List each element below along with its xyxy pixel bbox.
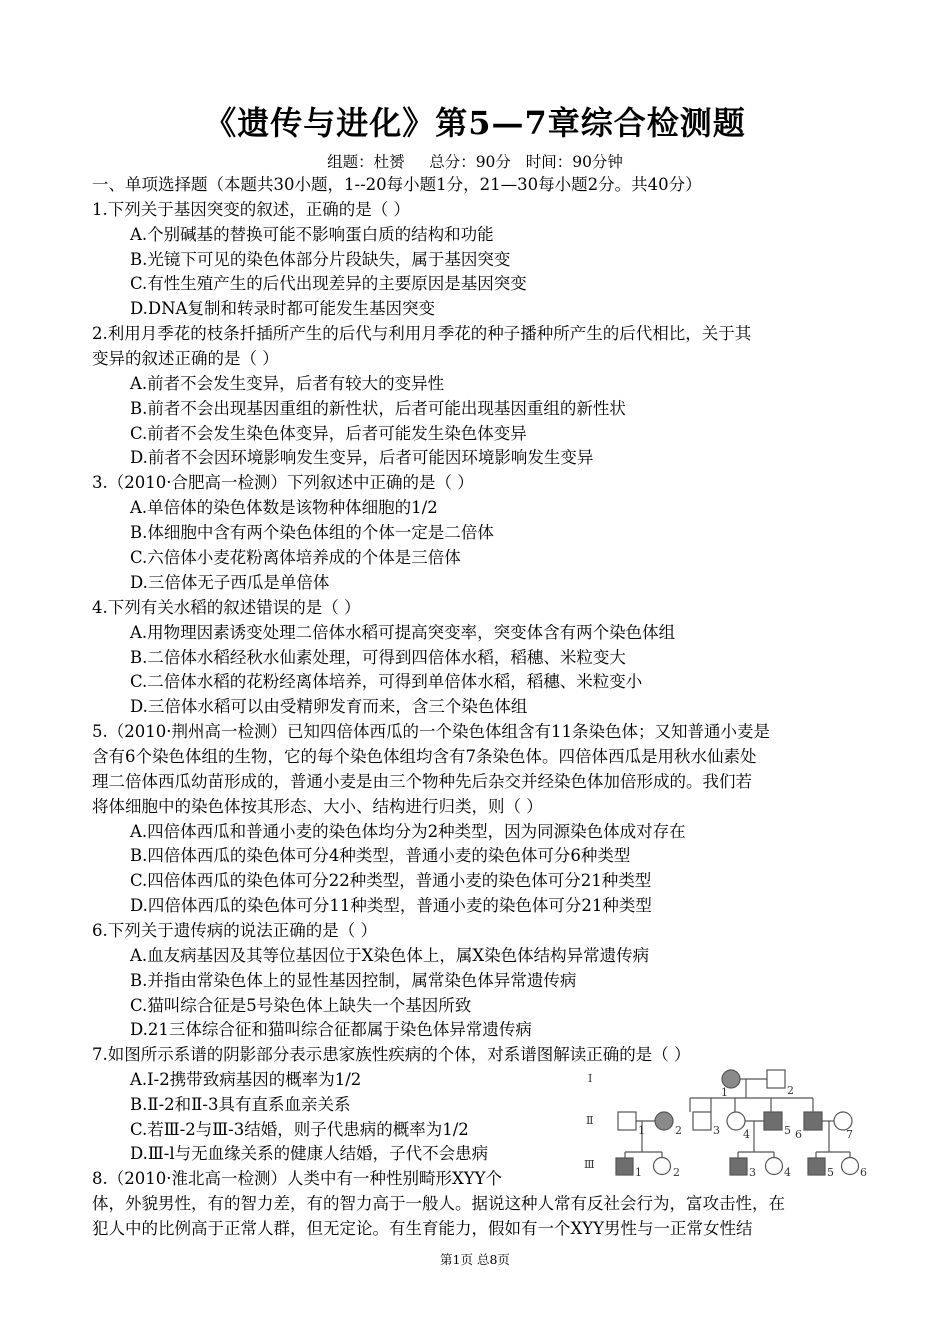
pedigree-female bbox=[654, 1158, 671, 1175]
option: D.21三体综合征和猫叫综合征都属于染色体异常遗传病 bbox=[130, 1020, 532, 1039]
section-heading: 一、单项选择题（本题共30小题，1--20每小题1分，21—30每小题2分。共40分） bbox=[92, 175, 702, 194]
option: D.三倍体无子西瓜是单倍体 bbox=[130, 573, 330, 592]
option: A.血友病基因及其等位基因位于X染色体上，属X染色体结构异常遗传病 bbox=[130, 946, 650, 965]
option: D.前者不会因环境影响发生变异，后者可能因环境影响发生变异 bbox=[130, 448, 594, 467]
option: C.前者不会发生染色体变异，后者可能发生染色体变异 bbox=[130, 424, 527, 443]
pedigree-male-affected bbox=[730, 1158, 747, 1175]
pedigree-male bbox=[693, 1112, 711, 1130]
individual-number: 4 bbox=[784, 1166, 791, 1178]
individual-number: 2 bbox=[673, 1166, 680, 1178]
pedigree-diagram bbox=[580, 1060, 870, 1178]
option: C.有性生殖产生的后代出现差异的主要原因是基因突变 bbox=[130, 274, 527, 293]
pedigree-female bbox=[842, 1158, 859, 1175]
page-subtitle: 组题：杜赟 总分：90分 时间：90分钟 bbox=[327, 153, 623, 171]
option: C.猫叫综合征是5号染色体上缺失一个基因所致 bbox=[130, 996, 472, 1015]
pedigree-female-affected bbox=[655, 1112, 673, 1130]
option: D.四倍体西瓜的染色体可分11种类型，普通小麦的染色体可分21种类型 bbox=[130, 896, 652, 915]
option: B.Ⅱ-2和Ⅱ-3具有直系血亲关系 bbox=[130, 1095, 351, 1114]
question-stem: 5.（2010·荆州高一检测）已知四倍体西瓜的一个染色体组含有11条染色体；又知普通小麦是 bbox=[92, 722, 770, 741]
option: D.三倍体水稻可以由受精卵发育而来，含三个染色体组 bbox=[130, 697, 528, 716]
question-stem: 8.（2010·淮北高一检测）人类中有一种性别畸形XYY个 bbox=[92, 1169, 503, 1188]
pedigree-male-affected bbox=[764, 1112, 782, 1130]
option: B.光镜下可见的染色体部分片段缺失，属于基因突变 bbox=[130, 250, 511, 269]
option: A.前者不会发生变异，后者有较大的变异性 bbox=[130, 374, 445, 393]
individual-number: 3 bbox=[749, 1166, 756, 1178]
question-stem: 3.（2010·合肥高一检测）下列叙述中正确的是（ ） bbox=[92, 473, 474, 492]
question-stem: 2.利用月季花的枝条扦插所产生的后代与利用月季花的种子播种所产生的后代相比，关于其 bbox=[92, 324, 752, 343]
question-stem: 体，外貌男性，有的智力差，有的智力高于一般人。据说这种人常有反社会行为，富攻击性，在 bbox=[92, 1194, 785, 1213]
question-stem: 7.如图所示系谱的阴影部分表示患家族性疾病的个体，对系谱图解读正确的是（ ） bbox=[92, 1045, 691, 1064]
option: A.个别碱基的替换可能不影响蛋白质的结构和功能 bbox=[130, 225, 494, 244]
option: C.六倍体小麦花粉离体培养成的个体是三倍体 bbox=[130, 548, 461, 567]
option: A.Ⅰ-2携带致病基因的概率为1/2 bbox=[130, 1070, 362, 1089]
individual-number: 1 bbox=[638, 1124, 645, 1137]
page-title: 《遗传与进化》第5—7章综合检测题 bbox=[204, 104, 746, 142]
option: B.四倍体西瓜的染色体可分4种类型，普通小麦的染色体可分6种类型 bbox=[130, 846, 631, 865]
question-stem: 4.下列有关水稻的叙述错误的是（ ） bbox=[92, 598, 361, 617]
question-stem: 犯人中的比例高于正常人群，但无定论。有生育能力，假如有一个XYY男性与一正常女性结 bbox=[92, 1219, 753, 1238]
individual-number: 5 bbox=[827, 1166, 834, 1178]
question-stem: 6.下列关于遗传病的说法正确的是（ ） bbox=[92, 921, 377, 940]
pedigree-male bbox=[618, 1112, 636, 1130]
option: B.并指由常染色体上的显性基因控制，属常染色体异常遗传病 bbox=[130, 971, 577, 990]
option: C.若Ⅲ-2与Ⅲ-3结婚，则子代患病的概率为1/2 bbox=[130, 1120, 469, 1139]
option: C.二倍体水稻的花粉经离体培养，可得到单倍体水稻，稻穗、米粒变小 bbox=[130, 672, 643, 691]
question-stem: 理二倍体西瓜幼苗形成的，普通小麦是由三个物种先后杂交并经染色体加倍形成的。我们若 bbox=[92, 772, 752, 791]
individual-number: 5 bbox=[784, 1124, 791, 1137]
generation-label: Ⅰ bbox=[588, 1072, 593, 1085]
individual-number: 7 bbox=[846, 1128, 853, 1141]
individual-number: 3 bbox=[713, 1124, 720, 1137]
individual-number: 2 bbox=[675, 1124, 682, 1137]
individual-number: 4 bbox=[743, 1128, 750, 1141]
option: A.用物理因素诱变处理二倍体水稻可提高突变率，突变体含有两个染色体组 bbox=[130, 623, 676, 642]
generation-label: Ⅱ bbox=[586, 1114, 594, 1127]
pedigree-male-affected bbox=[804, 1112, 822, 1130]
option: D.DNA复制和转录时都可能发生基因突变 bbox=[130, 299, 435, 318]
page-footer: 第1页 总8页 bbox=[440, 1252, 510, 1267]
pedigree-female bbox=[766, 1158, 783, 1175]
question-stem: 1.下列关于基因突变的叙述，正确的是（ ） bbox=[92, 200, 410, 219]
option: D.Ⅲ-l与无血缘关系的健康人结婚，子代不会患病 bbox=[130, 1144, 489, 1163]
option: B.体细胞中含有两个染色体组的个体一定是二倍体 bbox=[130, 523, 494, 542]
pedigree-male bbox=[767, 1070, 785, 1088]
option: A.四倍体西瓜和普通小麦的染色体均分为2种类型，因为同源染色体成对存在 bbox=[130, 822, 686, 841]
individual-number: 6 bbox=[795, 1128, 802, 1141]
option: C.四倍体西瓜的染色体可分22种类型，普通小麦的染色体可分21种类型 bbox=[130, 871, 652, 890]
generation-label: Ⅲ bbox=[584, 1158, 595, 1171]
pedigree-male-affected bbox=[616, 1158, 633, 1175]
question-stem: 将体细胞中的染色体按其形态、大小、结构进行归类，则（ ） bbox=[92, 797, 543, 816]
option: B.二倍体水稻经秋水仙素处理，可得到四倍体水稻，稻穗、米粒变大 bbox=[130, 648, 626, 667]
option: A.单倍体的染色体数是该物种体细胞的1/2 bbox=[130, 498, 438, 517]
question-stem: 变异的叙述正确的是（ ） bbox=[92, 349, 279, 368]
pedigree-male-affected bbox=[808, 1158, 825, 1175]
individual-number: 1 bbox=[721, 1086, 728, 1099]
individual-number: 2 bbox=[787, 1084, 794, 1097]
option: B.前者不会出现基因重组的新性状，后者可能出现基因重组的新性状 bbox=[130, 399, 626, 418]
question-stem: 含有6个染色体组的生物，它的每个染色体组均含有7条染色体。四倍体西瓜是用秋水仙素处 bbox=[92, 747, 757, 766]
individual-number: 1 bbox=[635, 1166, 642, 1178]
individual-number: 6 bbox=[860, 1166, 867, 1178]
